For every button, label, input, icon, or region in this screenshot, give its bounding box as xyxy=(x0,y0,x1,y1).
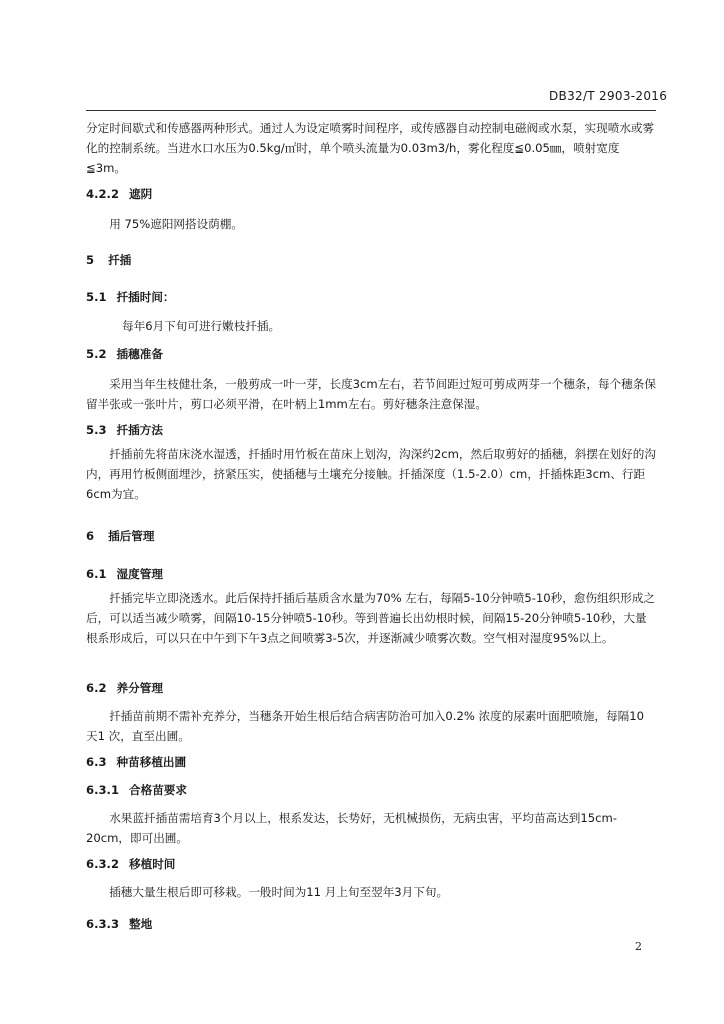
heading-6-3 xyxy=(86,753,186,771)
heading-title: 扦插方法 xyxy=(116,423,163,437)
paragraph-4-2-2: 用 75%遮阳网搭设荫棚。 xyxy=(109,217,243,231)
heading-6-3-3 xyxy=(86,915,152,933)
paragraph-6-3-1: 水果蓝扦插苗需培育3个月以上，根系发达，长势好，无机械损伤，无病虫害，平均苗高达到15cm-20cm，即可出圃。 xyxy=(86,811,617,845)
heading-number: 6.3 xyxy=(86,755,107,769)
heading-title: 扦插时间： xyxy=(116,290,175,304)
paragraph-5-1: 每年6月下旬可进行嫩枝扦插。 xyxy=(122,319,281,333)
paragraph-5-3: 扦插前先将苗床浇水湿透，扦插时用竹板在苗床上划沟，沟深约2cm，然后取剪好的插穗，斜摆在划好的沟内，再用竹板侧面埋沙，挤紧压实，使插穗与土壤充分接触。扦插深度（1.5-2.0）cm，扦插株距3cm、行距6cm为宜。 xyxy=(86,447,656,501)
heading-number: 4.2.2 xyxy=(86,187,120,201)
heading-number: 6.3.3 xyxy=(86,917,120,931)
paragraph-6-2: 扦插苗前期不需补充养分，当穗条开始生根后结合病害防治可加入0.2% 浓度的尿素叶面肥喷施，每隔10 天1 次，直至出圃。 xyxy=(86,709,645,743)
heading-title: 整地 xyxy=(129,917,153,931)
heading-5-3 xyxy=(86,421,163,439)
heading-title: 遮阴 xyxy=(129,187,153,201)
heading-6-1 xyxy=(86,565,163,583)
heading-title: 插后管理 xyxy=(108,529,155,543)
heading-title: 种苗移植出圃 xyxy=(116,755,187,769)
standard-code: DB32/T 2903-2016 xyxy=(549,89,668,103)
heading-number: 6.3.1 xyxy=(86,783,120,797)
heading-title: 扦插 xyxy=(108,253,132,267)
heading-number: 6.3.2 xyxy=(86,857,120,871)
heading-title: 湿度管理 xyxy=(116,567,163,581)
heading-number: 5.1 xyxy=(86,290,107,304)
header-rule xyxy=(86,110,656,111)
paragraph-6-3-2: 插穗大量生根后即可移栽。一般时间为11 月上旬至翌年3月下旬。 xyxy=(109,885,449,899)
page-number: 2 xyxy=(635,940,642,953)
paragraph-6-1: 扦插完毕立即浇透水。此后保持扦插后基质含水量为70% 左右，每隔5-10分钟喷5-10秒，愈伤组织形成之后，可以适当减少喷雾，间隔10-15分钟喷5-10秒。等到普遍长出幼根时候，间隔15-20分钟喷5-10秒，大量根系形成后，可以只在中午到下午3点之间喷雾3-5次，并逐渐减少喷雾次数。空气相对湿度95%以上。 xyxy=(86,591,656,645)
heading-5 xyxy=(86,251,131,269)
heading-4-2-2 xyxy=(86,185,152,203)
heading-number: 6.2 xyxy=(86,681,107,695)
heading-5-2 xyxy=(86,345,163,363)
heading-title: 移植时间 xyxy=(129,857,176,871)
heading-number: 6 xyxy=(86,529,95,543)
heading-title: 合格苗要求 xyxy=(129,783,187,797)
heading-number: 6.1 xyxy=(86,567,107,581)
heading-number: 5.3 xyxy=(86,423,107,437)
heading-6-3-1 xyxy=(86,781,187,799)
paragraph-intro: 分定时间歇式和传感器两种形式。通过人为设定喷雾时间程序，或传感器自动控制电磁阀或水泵，实现喷水或雾化的控制系统。当进水口水压为0.5kg/㎡时，单个喷头流量为0.03m3/h，雾化程度≦0.05㎜，喷射宽度≦3m。 xyxy=(86,121,655,175)
heading-number: 5 xyxy=(86,253,95,267)
heading-title: 插穗准备 xyxy=(116,347,163,361)
heading-title: 养分管理 xyxy=(116,681,163,695)
heading-number: 5.2 xyxy=(86,347,107,361)
paragraph-5-2: 采用当年生枝健壮条，一般剪成一叶一芽，长度3cm左右，若节间距过短可剪成两芽一个穗条，每个穗条保留半张或一张叶片，剪口必须平滑，在叶柄上1mm左右。剪好穗条注意保湿。 xyxy=(86,377,656,411)
heading-6-3-2 xyxy=(86,855,175,873)
heading-6-2 xyxy=(86,679,163,697)
heading-5-1 xyxy=(86,288,175,306)
heading-6 xyxy=(86,527,154,545)
